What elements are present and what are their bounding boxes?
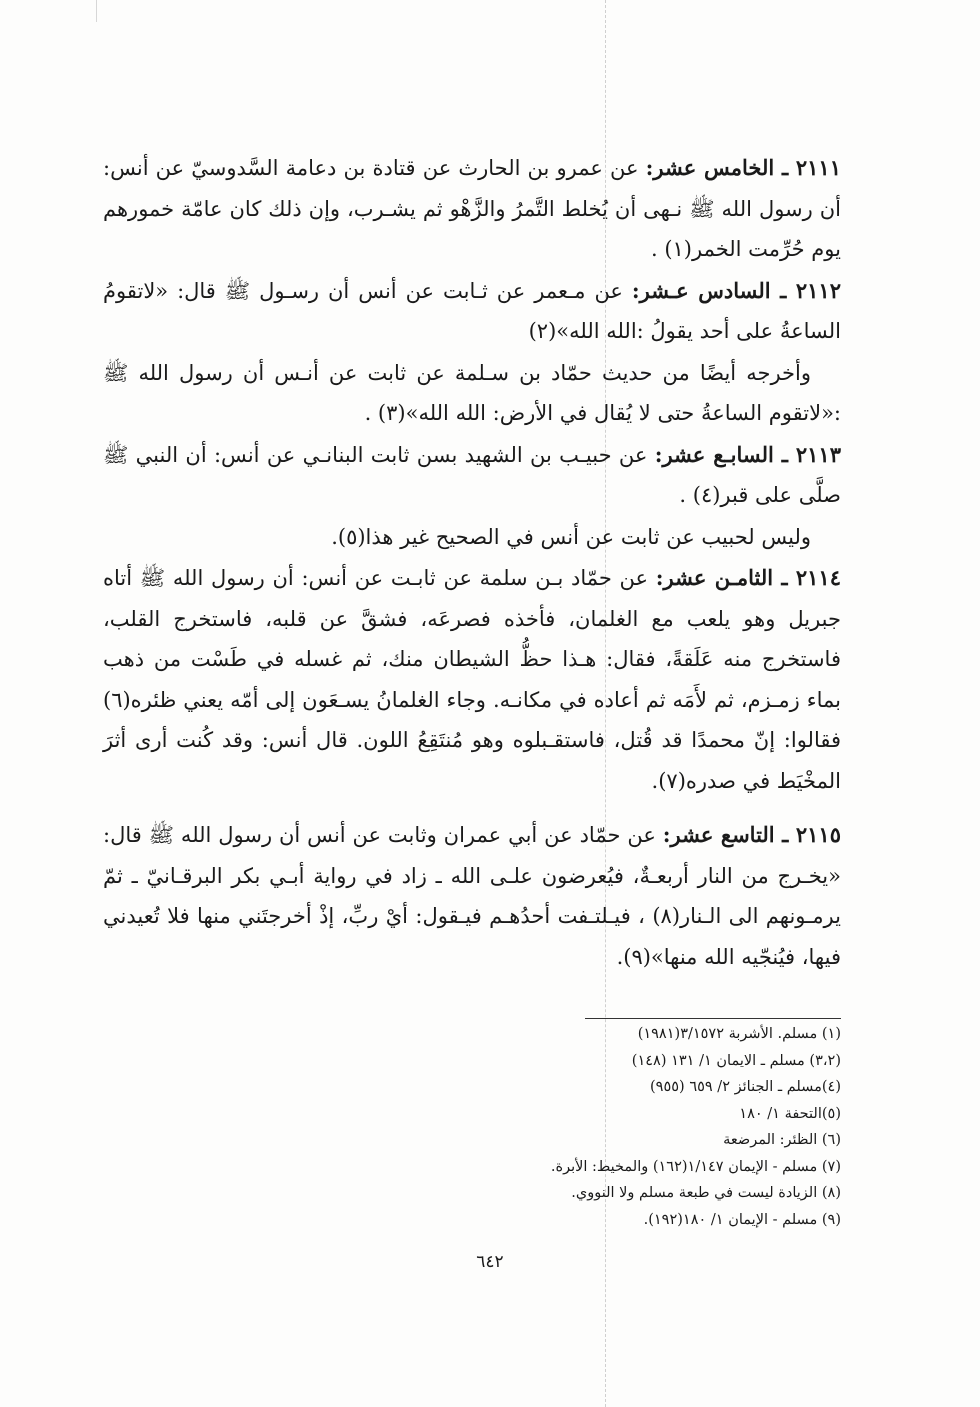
hadith-text: وأخرجه أيضًا من حديث حمّاد بن سـلمة عن ثابت عن أنـس أن رسول الله ﷺ :«لاتقوم الساعةُ حتى لا يُقال في الأرض: الله الله»(٣) .: [103, 360, 841, 425]
footnotes: [300, 1021, 841, 1233]
hadith-text: عن عمرو بن الحارث عن قتادة بن دعامة السَّدوسيّ عن أنس: أن رسول الله ﷺ نـهى أن يُخلط التَّمرُ والزَّهْو ثم يشـرب، وإن ذلك كان عامّة خمورهم يوم حُرِّمت الخمر(١) .: [103, 156, 841, 261]
main-text-block: [103, 148, 841, 977]
hadith-2113-note: [103, 517, 841, 558]
hadith-text: عن حبيـب بن الشهيد بسن ثابت البنانـي عن أنس: أن النبي ﷺ صلَّى على قبر(٤) .: [103, 442, 841, 507]
hadith-2114: [103, 558, 841, 801]
hadith-2112: [103, 271, 841, 352]
footnote-item: (٩) مسلم - الإيمان ١/ ١٨٠(١٩٢).: [643, 1211, 841, 1228]
hadith-text: عن مـعمر عن ثـابت عن أنس أن رسـول ﷺ قال: «لاتقومُ الساعةُ على أحد يقولُ :الله الله»(٢): [103, 278, 841, 343]
footnote-item: (٣،٢) مسلم ـ الايمان ١/ ١٣١ (١٤٨): [631, 1052, 841, 1069]
hadith-heading: ٢١١٤ ـ الثامـن عشر:: [655, 565, 841, 590]
page-number: ٦٤٢: [476, 1252, 504, 1272]
footnote-item: (٨) الزيادة ليست في طبعة مسلم ولا النووي.: [571, 1185, 841, 1201]
hadith-2111: [103, 148, 841, 270]
hadith-2112-extra: [103, 353, 841, 434]
footnote-item: (٤)مسلم ـ الجنائز ٢/ ٦٥٩ (٩٥٥): [650, 1079, 841, 1095]
hadith-heading: ٢١١٥ ـ التاسع عشر:: [662, 822, 841, 847]
footnote-item: (٦) الظئر: المرضعة: [723, 1132, 841, 1148]
hadith-text: عن حمّاد بـن سلمة عن ثابـت عن أنس: أن رسول الله ﷺ أتاه جبريل وهو يلعب مع الغلمان، فأخذه فصرعَه، فشقَّ عن قلبه، فاستخرج القلب، فاستخرج منه عَلَقةً، فقال: هـذا حظُّ الشيطان منك، ثم غسله في طَسْت من ذهب بماء زمـزم، ثم لأَمَه ثم أعاده في مكانـه. وجاء الغلمانُ يسـعَون إلى أمّه يعني ظئره(٦) فقالوا: إنّ محمدًا قد قُتل، فاستقـبلوه وهو مُنتَقِعُ اللون. قال أنس: وقد كُنت أرى أثرَ المخْيَط في صدره(٧).: [103, 566, 841, 793]
scan-edge-mark: [96, 0, 97, 22]
footnote-separator: [585, 1018, 841, 1019]
footnote-item: (١) مسلم. الأشربة ٣/١٥٧٢(١٩٨١): [637, 1026, 841, 1042]
hadith-2113: [103, 435, 841, 516]
footnote-item: (٧) مسلم - الإيمان ١/١٤٧(١٦٢) والمخيط: الأبرة.: [550, 1158, 841, 1175]
hadith-text: عن حمّاد عن أبي عمران وثابت عن أنس أن رسول الله ﷺ قال: «يخـرج من النار أربعـةٌ، فيُعرضون علـى الله ـ زاد في رواية أبـي بكر البرقـانيّ ـ ثمّ يرمـونهم الى الـنار(٨) ، فيـلتـفت أحدُهـم فيـقول: أيْ ربِّ، إذْ أخرجتَني منها فلا تُعيدني فيها، فيُنجّيه الله منها»(٩).: [103, 823, 841, 969]
hadith-text: وليس لحبيب عن ثابت عن أنس في الصحيح غير هذا(٥).: [331, 524, 811, 549]
hadith-heading: ٢١١١ ـ الخامس عشر:: [645, 155, 841, 180]
hadith-heading: ٢١١٣ ـ السابـع عشر:: [654, 441, 841, 467]
footnote-item: (٥)التحفة ١/ ١٨٠: [739, 1105, 841, 1122]
hadith-heading: ٢١١٢ ـ السادس عـشر:: [631, 277, 841, 303]
hadith-2115: [103, 815, 841, 977]
